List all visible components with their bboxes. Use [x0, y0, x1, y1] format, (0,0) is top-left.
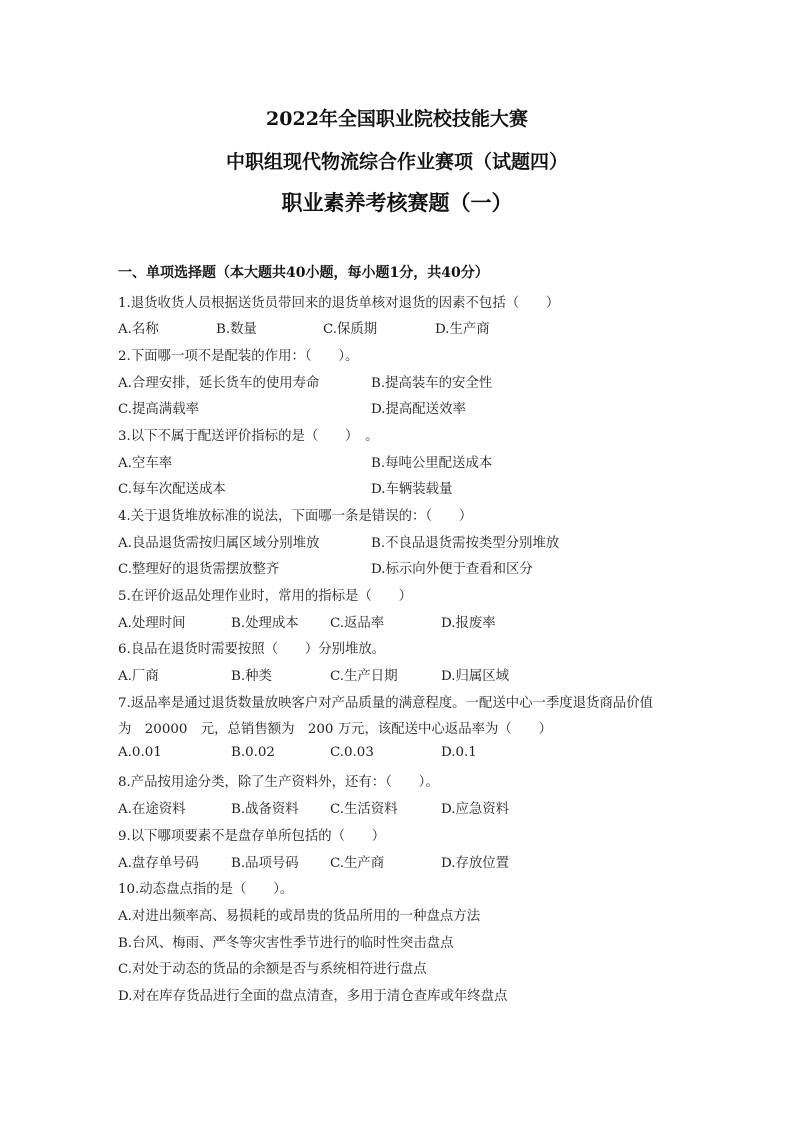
q5-option-b: B.处理成本	[231, 616, 299, 631]
q4-option-b: B.不良品退货需按类型分别堆放	[371, 536, 560, 551]
question-10: 10.动态盘点指的是（ ）。	[118, 882, 294, 897]
q8-option-b: B.战备资料	[231, 802, 299, 817]
q10-option-c: C.对处于动态的货品的余额是否与系统相符进行盘点	[118, 962, 427, 977]
q9-option-d: D.存放位置	[441, 856, 510, 871]
q6-option-a: A.厂商	[118, 669, 159, 684]
question-5: 5.在评价返品处理作业时，常用的指标是（ ）	[118, 589, 412, 604]
exam-title: 职业素养考核赛题（一）	[281, 190, 513, 215]
q9-option-a: A.盘存单号码	[118, 856, 199, 871]
event-title: 中职组现代物流综合作业赛项（试题四）	[225, 151, 568, 173]
question-7-continued: 为 20000 元，总销售额为 200 万元，该配送中心返品率为（ ）	[118, 722, 552, 737]
q3-option-a: A.空车率	[118, 456, 173, 471]
q1-option-a: A.名称	[118, 322, 159, 337]
q8-option-a: A.在途资料	[118, 802, 186, 817]
question-2: 2.下面哪一项不是配装的作用：（ ）。	[118, 349, 359, 364]
question-8: 8.产品按用途分类，除了生产资料外，还有：（ ）。	[118, 775, 439, 790]
q1-option-c: C.保质期	[323, 322, 378, 337]
q10-option-d: D.对在库存货品进行全面的盘点清查，多用于清仓查库或年终盘点	[118, 989, 508, 1004]
question-4: 4.关于退货堆放标准的说法，下面哪一条是错误的：（ ）	[118, 509, 473, 524]
q2-option-d: D.提高配送效率	[371, 402, 466, 417]
q8-option-d: D.应急资料	[441, 802, 510, 817]
q4-option-c: C.整理好的退货需摆放整齐	[118, 562, 280, 577]
q4-option-d: D.标示向外便于查看和区分	[371, 562, 533, 577]
q7-option-d: D.0.1	[441, 745, 477, 760]
q2-option-a: A.合理安排，延长货车的使用寿命	[118, 376, 320, 391]
q7-option-a: A.0.01	[118, 745, 162, 760]
q5-option-d: D.报废率	[441, 616, 496, 631]
q5-option-a: A.处理时间	[118, 616, 186, 631]
q1-option-b: B.数量	[216, 322, 257, 337]
q9-option-c: C.生产商	[330, 856, 385, 871]
question-3: 3.以下不属于配送评价指标的是（ ） 。	[118, 429, 379, 444]
q6-option-d: D.归属区域	[441, 669, 510, 684]
q2-option-b: B.提高装车的安全性	[371, 376, 493, 391]
section-heading: 一、单项选择题（本大题共40小题，每小题1分，共40分）	[118, 265, 489, 281]
q10-option-a: A.对进出频率高、易损耗的或昂贵的货品所用的一种盘点方法	[118, 909, 481, 924]
q6-option-b: B.种类	[231, 669, 272, 684]
q4-option-a: A.良品退货需按归属区域分别堆放	[118, 536, 320, 551]
question-1: 1.退货收货人员根据送货员带回来的退货单核对退货的因素不包括（ ）	[118, 296, 560, 311]
q3-option-b: B.每吨公里配送成本	[371, 456, 493, 471]
q10-option-b: B.台风、梅雨、严冬等灾害性季节进行的临时性突击盘点	[118, 936, 454, 951]
question-6: 6.良品在退货时需要按照（ ）分别堆放。	[118, 642, 386, 657]
q7-option-b: B.0.02	[231, 745, 275, 760]
competition-title: 2022年全国职业院校技能大赛	[266, 108, 528, 130]
q6-option-c: C.生产日期	[330, 669, 398, 684]
q3-option-d: D.车辆装载量	[371, 482, 453, 497]
q5-option-c: C.返品率	[330, 616, 385, 631]
q2-option-c: C.提高满载率	[118, 402, 199, 417]
q3-option-c: C.每车次配送成本	[118, 482, 226, 497]
q1-option-d: D.生产商	[435, 322, 490, 337]
q9-option-b: B.品项号码	[231, 856, 299, 871]
question-7: 7.返品率是通过退货数量放映客户对产品质量的满意程度。一配送中心一季度退货商品价值	[118, 696, 654, 711]
q8-option-c: C.生活资料	[330, 802, 398, 817]
question-9: 9.以下哪项要素不是盘存单所包括的（ ）	[118, 829, 386, 844]
q7-option-c: C.0.03	[330, 745, 374, 760]
